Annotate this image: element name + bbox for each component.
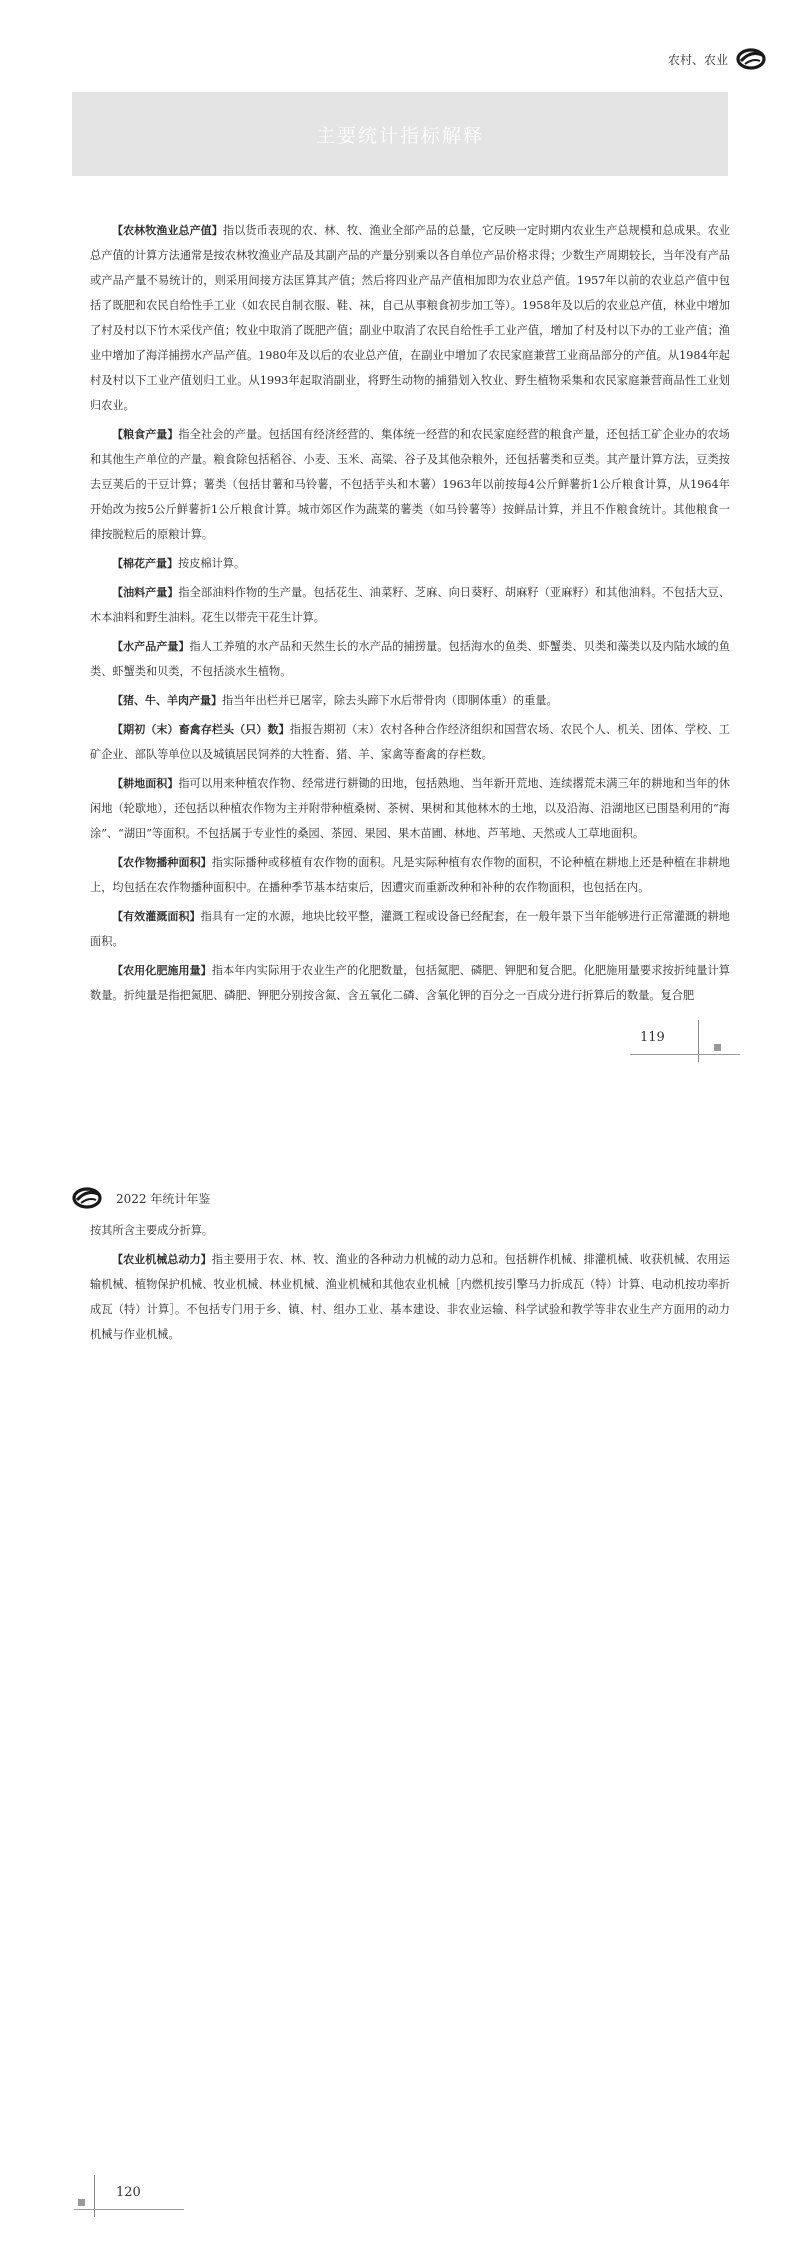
footer-divider [94, 2175, 95, 2217]
statistics-logo-icon [72, 1187, 102, 1209]
footer-rule [74, 2209, 184, 2210]
running-header [668, 48, 766, 70]
definition-term: 【期初（末）畜禽存栏头（只）数】 [112, 723, 290, 736]
yearbook-title: 2022 年统计年鉴 [116, 1191, 211, 1206]
definition-paragraph [90, 551, 730, 576]
definition-paragraph [90, 580, 730, 630]
definition-term: 【有效灌溉面积】 [112, 910, 201, 923]
definition-term: 【农林牧渔业总产值】 [112, 224, 223, 237]
page-number: 120 [116, 2185, 141, 2200]
footer-rule [630, 1054, 740, 1055]
page-footer [610, 1016, 740, 1066]
definition-text: 指全社会的产量。包括国有经济经营的、集体统一经营的和农民家庭经营的粮食产量，还包括工矿企业办的农场和其他生产单位的产量。粮食除包括稻谷、小麦、玉米、高粱、谷子及其他杂粮外，还包括薯类和豆类。其产量计算方法，豆类按去豆荚后的干豆计算；薯类（包括甘薯和马铃薯，不包括芋头和木薯）1963年以前按每4公斤鲜薯折1公斤粮食计算，从1964年开始改为按5公斤鲜薯折1公斤粮食计算。城市郊区作为蔬菜的薯类（如马铃薯等）按鲜品计算，并且不作粮食统计。其他粮食一律按脱粒后的原粮计算。 [90, 428, 730, 541]
definition-term: 【农业机械总动力】 [112, 1253, 212, 1266]
definition-text: 指以货币表现的农、林、牧、渔业全部产品的总量，它反映一定时期内农业生产总规模和总成果。农业总产值的计算方法通常是按农林牧渔业产品及其副产品的产量分别乘以各自单位产品价格求得；少数生产周期较长，当年没有产品或产品产量不易统计的，则采用间接方法匡算其产值；然后将四业产品产值相加即为农业总产值。1957年以前的农业总产值中包括了既肥和农民自给性手工业（如农民自制衣服、鞋、袜，自己从事粮食初步加工等）。1958年及以后的农业总产值，林业中增加了村及村以下竹木采伐产值；牧业中取消了既肥产值；副业中取消了农民自给性手工业产值，增加了村及村以下办的工业产值；渔业中增加了海洋捕捞水产品产值。1980年及以后的农业总产值，在副业中增加了农民家庭兼营工业商品部分的产值。从1984年起村及村以下工业产值划归工业。从1993年起取消副业，将野生动物的捕猎划入牧业、野生植物采集和农民家庭兼营商品性工业划归农业。 [90, 224, 730, 412]
footer-square-icon [78, 2199, 85, 2206]
definition-term: 【猪、牛、羊肉产量】 [112, 694, 222, 707]
footer-divider [698, 1020, 699, 1062]
definition-term: 【水产品产量】 [112, 640, 190, 653]
page-number: 119 [640, 1030, 665, 1045]
continuation-paragraph: 按其所含主要成分折算。 [90, 1224, 214, 1237]
definition-term: 【农用化肥施用量】 [112, 964, 212, 977]
definition-paragraph [90, 634, 730, 684]
footer-square-icon [714, 1044, 721, 1051]
definition-text: 按皮棉计算。 [178, 557, 246, 570]
definition-paragraph [90, 688, 730, 713]
definition-text: 指具有一定的水源，地块比较平整，灌溉工程或设备已经配套，在一般年景下当年能够进行正常灌溉的耕地面积。 [90, 910, 730, 948]
definition-paragraph [90, 1247, 730, 1347]
definitions-list [90, 1218, 730, 1351]
definition-term: 【棉花产量】 [112, 557, 178, 570]
definition-text: 指全部油料作物的生产量。包括花生、油菜籽、芝麻、向日葵籽、胡麻籽（亚麻籽）和其他油料。不包括大豆、木本油料和野生油料。花生以带壳干花生计算。 [90, 586, 730, 624]
definition-text: 指报告期初（末）农村各种合作经济组织和国营农场、农民个人、机关、团体、学校、工矿企业、部队等单位以及城镇居民饲养的大牲畜、猪、羊、家禽等畜禽的存栏数。 [90, 723, 730, 761]
definition-term: 【油料产量】 [112, 586, 179, 599]
definition-paragraph [90, 850, 730, 900]
definition-text: 指当年出栏并已屠宰，除去头蹄下水后带骨肉（即胴体重）的重量。 [222, 694, 558, 707]
definition-term: 【耕地面积】 [112, 777, 179, 790]
definition-text: 指主要用于农、林、牧、渔业的各种动力机械的动力总和。包括耕作机械、排灌机械、收获机械、农用运输机械、植物保护机械、牧业机械、林业机械、渔业机械和其他农业机械［内燃机按引擎马力折成瓦（特）计算、电动机按功率折成瓦（特）计算］。不包括专门用于乡、镇、村、组办工业、基本建设、非农业运输、科学试验和教学等非农业生产方面用的动力机械与作业机械。 [90, 1253, 730, 1341]
definition-text: 指本年内实际用于农业生产的化肥数量，包括氮肥、磷肥、钾肥和复合肥。化肥施用量要求按折纯量计算数量。折纯量是指把氮肥、磷肥、钾肥分别按含氮、含五氧化二磷、含氧化钾的百分之一百成分进行折算后的数量。复合肥 [90, 964, 730, 1002]
definition-text: 指实际播种或移植有农作物的面积。凡是实际种植有农作物的面积，不论种植在耕地上还是种植在非耕地上，均包括在农作物播种面积中。在播种季节基本结束后，因遭灾而重新改种和补种的农作物面积，也包括在内。 [90, 856, 730, 894]
definition-paragraph [90, 771, 730, 846]
definitions-list [90, 218, 730, 1012]
chapter-banner [72, 92, 728, 176]
definition-text: 指人工养殖的水产品和天然生长的水产品的捕捞量。包括海水的鱼类、虾蟹类、贝类和藻类以及内陆水域的鱼类、虾蟹类和贝类，不包括淡水生植物。 [90, 640, 731, 678]
definition-paragraph [90, 958, 730, 1008]
running-header [72, 1187, 210, 1209]
statistics-logo-icon [736, 48, 766, 70]
definition-paragraph [90, 218, 730, 418]
section-title: 农村、农业 [667, 52, 728, 67]
definition-paragraph [90, 422, 730, 547]
page-footer [70, 2171, 200, 2221]
definition-paragraph [90, 904, 730, 954]
page-120 [0, 1131, 800, 2262]
definition-paragraph [90, 717, 730, 767]
definition-term: 【粮食产量】 [112, 428, 179, 441]
definition-term: 【农作物播种面积】 [112, 856, 212, 869]
definition-text: 指可以用来种植农作物、经常进行耕锄的田地，包括熟地、当年新开荒地、连续撂荒未满三年的耕地和当年的休闲地（轮歇地），还包括以种植农作物为主并附带种植桑树、茶树、果树和其他林木的土地，以及沿海、沿湖地区已围垦利用的“海涂”、“湖田”等面积。不包括属于专业性的桑园、茶园、果园、果木苗圃、林地、芦苇地、天然或人工草地面积。 [90, 777, 730, 840]
banner-title: 主要统计指标解释 [315, 124, 484, 147]
